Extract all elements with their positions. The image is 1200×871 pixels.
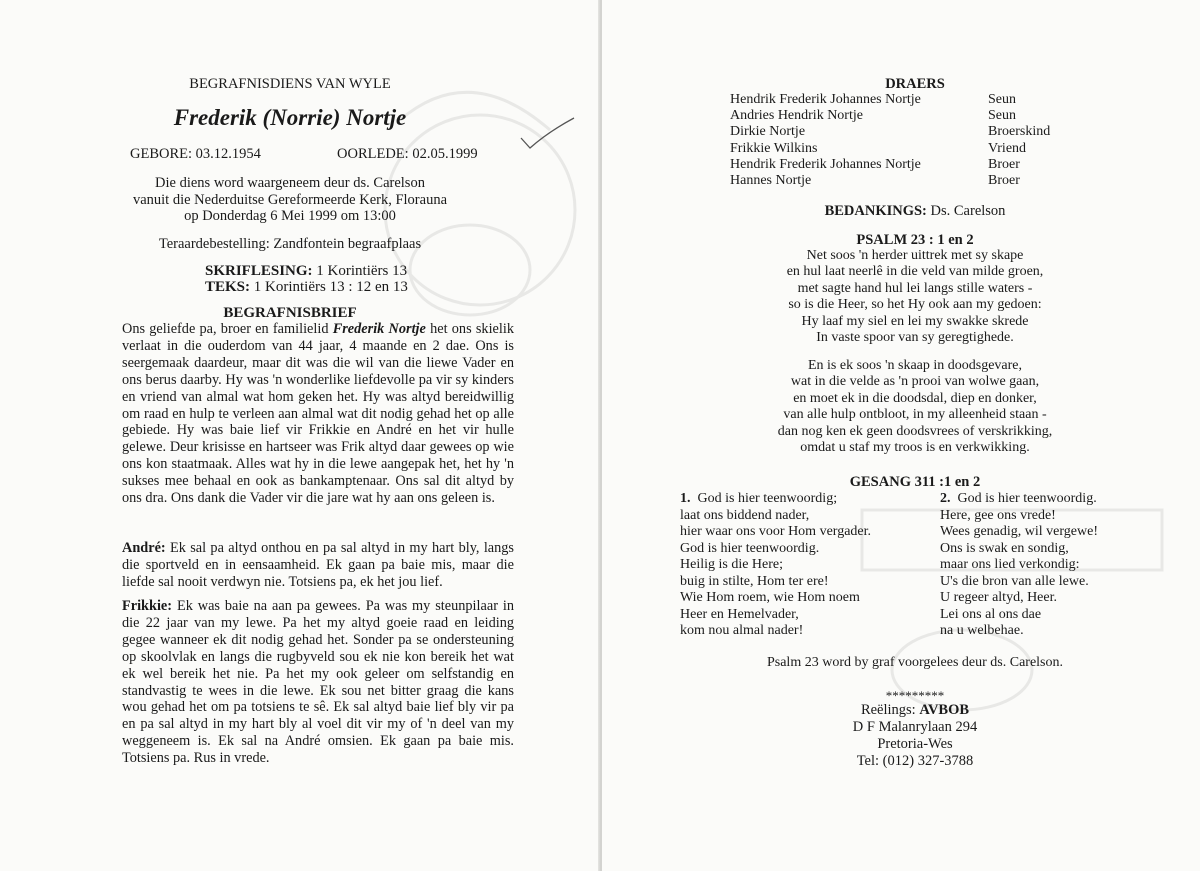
hymn-line: hier waar ons voor Hom vergader.: [680, 524, 872, 539]
scripture-reading: [205, 263, 407, 280]
thanks-line: [770, 203, 1060, 220]
hymn-heading: GESANG 311 :1 en 2: [849, 474, 981, 490]
service-line: op Donderdag 6 Mei 1999 om 13:00: [184, 208, 396, 224]
bearer-row: [730, 173, 1050, 189]
arrangements: [805, 702, 1025, 719]
hymn-line: na u welbehae.: [940, 623, 1024, 638]
sermon-text: [205, 279, 408, 296]
reading-value: 1 Korintiërs 13: [316, 263, 408, 279]
bearer-relation: Broer: [988, 156, 1020, 172]
hymn-line: laat ons biddend nader,: [680, 507, 810, 523]
psalm-line: van alle hulp ontbloot, in my alleenheid staan -: [783, 407, 1047, 423]
psalm-stanza-2: [705, 358, 1125, 456]
bearer-name: Frikkie Wilkins: [730, 140, 818, 156]
thanks-label: BEDANKINGS:: [824, 203, 927, 219]
verse-number: 2.: [940, 491, 951, 506]
text-label: TEKS:: [205, 279, 251, 295]
died-date: 02.05.1999: [412, 146, 478, 162]
bearer-relation: Broerskind: [988, 124, 1051, 140]
hymn-line: Wie Hom roem, wie Hom noem: [680, 590, 860, 605]
hymn-line: God is hier teenwoordig.: [680, 540, 820, 556]
hymn-line: [680, 491, 871, 508]
psalm-line: dan nog ken ek geen doodsvrees of verskrikking,: [777, 423, 1053, 439]
service-line: vanuit die Nederduitse Gereformeerde Kerk, Florauna: [132, 191, 448, 208]
letter-intro: Ons geliefde pa, broer en familielid: [122, 321, 333, 337]
bearers-list: [730, 92, 1050, 189]
born-label: GEBORE:: [130, 146, 193, 162]
hymn-line: buig in stilte, Hom ter ere!: [680, 573, 829, 589]
psalm-line: met sagte hand hul lei langs stille waters -: [797, 280, 1033, 296]
psalm-graveside-note: Psalm 23 word by graf voorgelees deur ds. Carelson.: [766, 655, 1064, 670]
psalm-line: en hul laat neerlê in die veld van milde groen,: [786, 264, 1044, 280]
bearers-heading: DRAERS: [885, 76, 945, 92]
bearer-row: [730, 157, 1050, 173]
psalm-stanza-1: [705, 248, 1125, 346]
andre-tribute: [122, 540, 514, 591]
bearer-name: Hannes Nortje: [730, 173, 812, 189]
bearer-relation: Vriend: [988, 140, 1027, 156]
psalm-line: En is ek soos 'n skaap in doodsgevare,: [807, 358, 1023, 373]
burial-location: Teraardebestelling: Zandfontein begraafplaas: [158, 236, 422, 252]
hymn-line: U regeer altyd, Heer.: [940, 590, 1057, 605]
andre-label: André:: [122, 540, 166, 556]
separator-stars: *********: [885, 688, 945, 703]
hymn-verse-1: [680, 491, 871, 640]
bearer-name: Hendrik Frederik Johannes Nortje: [730, 92, 921, 107]
phone-number: Tel: (012) 327-3788: [856, 753, 974, 769]
service-line: Die diens word waargeneem deur ds. Carelson: [155, 175, 425, 191]
letter-heading: BEGRAFNISBRIEF: [223, 305, 357, 321]
address-line: Pretoria-Wes: [877, 736, 953, 752]
thanks-value: Ds. Carelson: [930, 203, 1006, 219]
hymn-line: Lei ons al ons dae: [940, 606, 1042, 622]
bearer-row: [730, 124, 1050, 140]
bearer-name: Hendrik Frederik Johannes Nortje: [730, 156, 921, 172]
psalm-line: In vaste spoor van sy geregtighede.: [816, 330, 1014, 346]
frikkie-label: Frikkie:: [122, 598, 173, 614]
psalm-line: so is die Heer, so het Hy ook aan my gedoen:: [788, 297, 1042, 313]
birth-date: [130, 146, 261, 163]
psalm-line: Hy laaf my siel en lei my swakke skrede: [801, 313, 1029, 329]
frikkie-tribute: [122, 598, 514, 767]
hymn-line: maar ons lied verkondig:: [940, 557, 1080, 572]
hymn-line-text: God is hier teenwoordig.: [957, 491, 1097, 506]
hymn-line: Here, gee ons vrede!: [940, 507, 1056, 523]
bearer-name: Dirkie Nortje: [730, 124, 806, 140]
hymn-line: Heer en Hemelvader,: [680, 606, 799, 622]
letter-body: het ons skielik verlaat in die ouderdom van 44 jaar, 4 maande en 2 dae. Ons is seergemaak daardeur, maar dit was die wil van die liewe Vader en ons berus daarby. Hy was 'n wonderlike liefdevolle pa vir sy kinders en vriend van almal wat hom geken het. Hy was altyd bereidwillig om raad en hulp te verleen aan almal wat dit nodig gehad het op alle gebiede. Hy was baie lief vir Frikkie en André en het vir hulle gelewe. Deur krisisse en hartseer was Frik altyd daar gewees op wie ons kon staatmaak. Alles wat hy in die lewe aangepak het, het hy 'n sukses mee behaal en ook as bankamptenaar. Ons sal dit altyd by ons dra. Ons dank die Vader vir die jare wat hy aan ons geleen is.: [122, 321, 514, 507]
psalm-line: en moet ek in die doodsdal, diep en donker,: [793, 390, 1037, 406]
arrangements-name: AVBOB: [919, 702, 970, 718]
address-line: D F Malanrylaan 294: [852, 719, 978, 735]
hymn-verse-2: [940, 491, 1098, 640]
died-label: OORLEDE:: [337, 146, 409, 162]
hymn-line: U's die bron van alle lewe.: [940, 573, 1089, 589]
verse-number: 1.: [680, 491, 691, 506]
psalm-line: omdat u staf my troos is en verkwikking.: [800, 440, 1030, 456]
bearer-row: [730, 141, 1050, 157]
letter-deceased-name: Frederik Nortje: [332, 321, 426, 337]
reading-label: SKRIFLESING:: [205, 263, 313, 279]
handwritten-check-mark: [518, 114, 578, 154]
hymn-line: Heilig is die Here;: [680, 557, 784, 572]
psalm-heading: PSALM 23 : 1 en 2: [856, 232, 974, 248]
hymn-line: kom nou almal nader!: [680, 623, 804, 638]
hymn-line: Ons is swak en sondig,: [940, 540, 1069, 556]
bearer-name: Andries Hendrik Nortje: [730, 108, 863, 124]
hymn-line-text: God is hier teenwoordig;: [697, 491, 838, 506]
service-heading: BEGRAFNISDIENS VAN WYLE: [189, 76, 391, 92]
born-date: 03.12.1954: [195, 146, 261, 162]
text-value: 1 Korintiërs 13 : 12 en 13: [253, 279, 408, 295]
bearer-row: [730, 92, 1050, 108]
bearer-relation: Seun: [988, 92, 1016, 107]
bearer-relation: Seun: [988, 108, 1016, 124]
hymn-line: Wees genadig, wil vergewe!: [940, 524, 1098, 539]
death-date: [337, 146, 478, 163]
frikkie-text: Ek was baie na aan pa gewees. Pa was my steunpilaar in die 22 jaar van my lewe. Pa het my altyd goeie raad en leiding gegee wanneer ek dit nodig gehad het. Sonder pa se ondersteuning op skoolvlak en langs die rugbyveld sou ek nie kon bereik het wat ek wel bereik het nie. Pa het my ook geleer om selfstandig en standvastig te wees in die lewe. Ek sou net bitter graag die kans wou gehad het om pa totsiens te sê. Ek sal altyd baie lief bly vir pa en pa sal altyd in my hart bly al voel dit vir my of 'n deel van my weggeneem is. Ek sal na André omsien. Ek gaan pa baie mis. Totsiens pa. Rus in vrede.: [122, 598, 514, 767]
bearer-row: [730, 108, 1050, 124]
deceased-name: Frederik (Norrie) Nortje: [173, 105, 407, 130]
arrangements-label: Reëlings:: [860, 702, 916, 718]
psalm-line: wat in die velde as 'n prooi van wolwe gaan,: [790, 374, 1040, 390]
service-details: [120, 175, 460, 225]
andre-text: Ek sal pa altyd onthou en pa sal altyd in my hart bly, langs die sportveld en in eensaamheid. Ek gaan pa baie mis, maar die liefde sal nooit verdwyn nie. Totsiens pa, ek het jou lief.: [122, 540, 514, 590]
letter-paragraph: [122, 321, 514, 507]
hymn-line: [940, 491, 1098, 508]
bearer-relation: Broer: [988, 173, 1020, 189]
psalm-line: Net soos 'n herder uittrek met sy skape: [806, 248, 1024, 263]
